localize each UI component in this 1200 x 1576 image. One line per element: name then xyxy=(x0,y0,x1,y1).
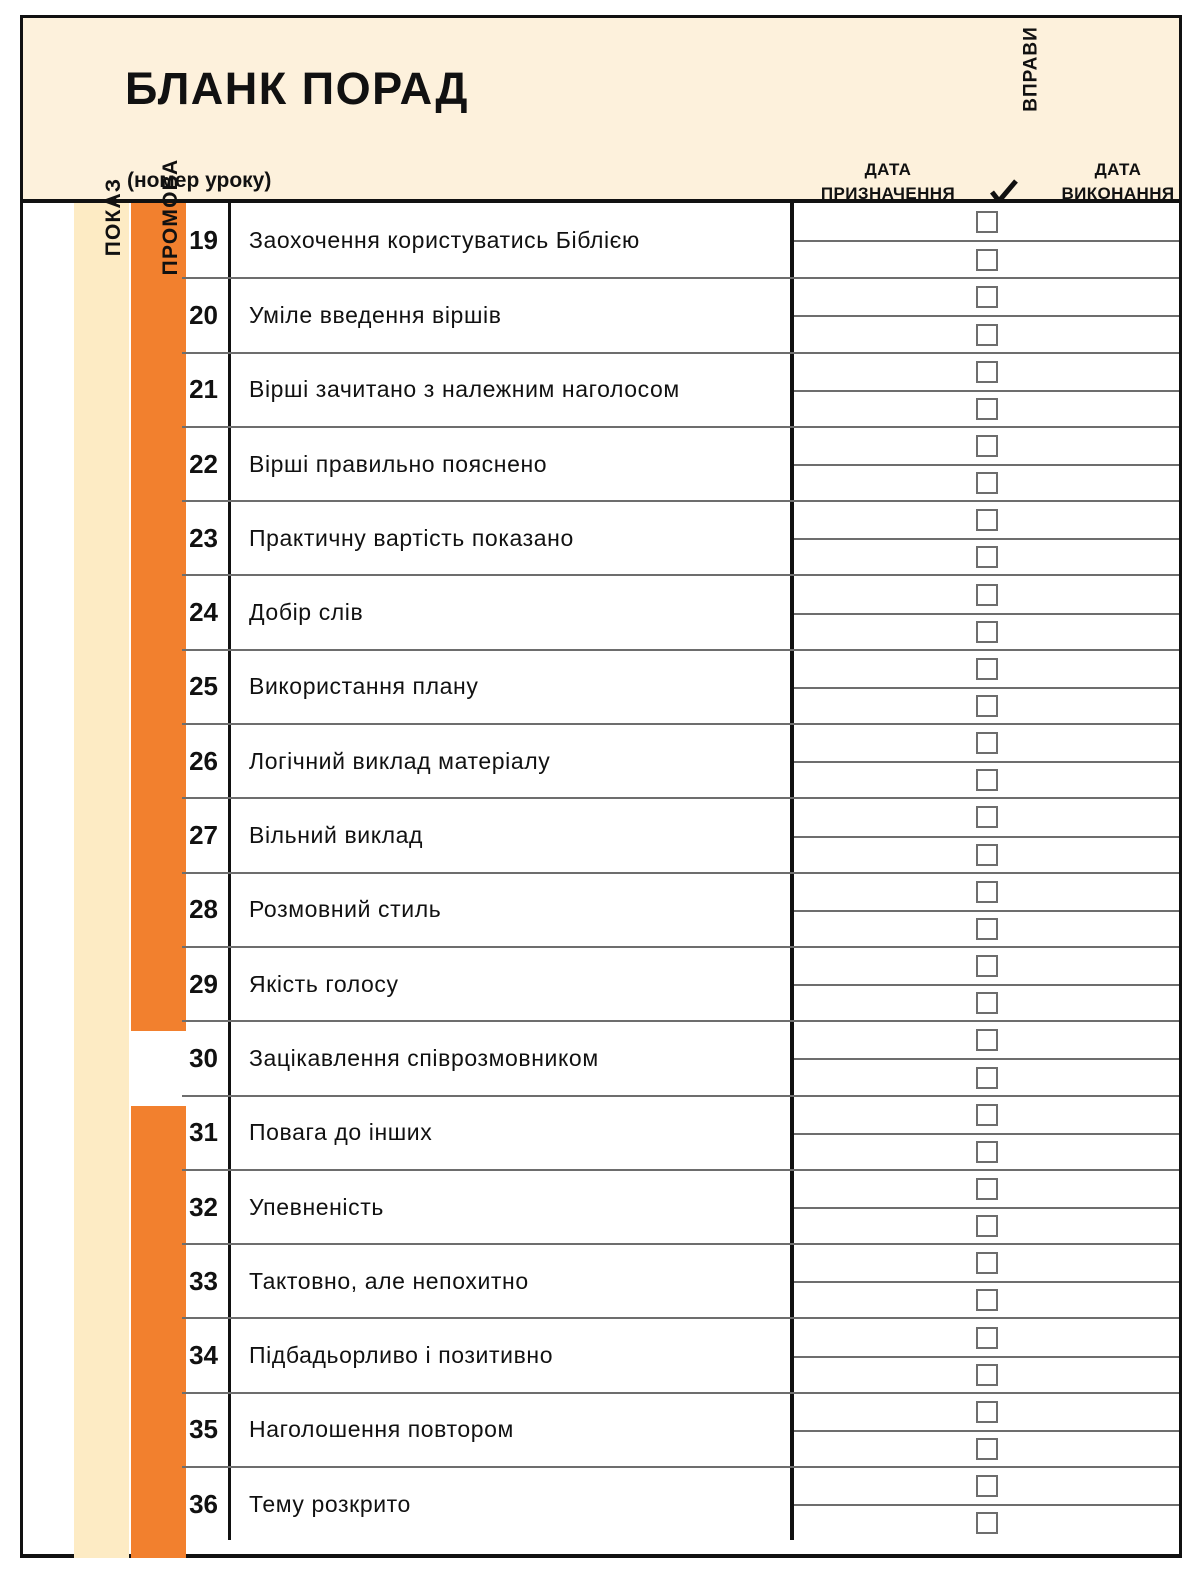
row-date-cells xyxy=(790,279,1179,351)
table-row xyxy=(182,1243,1179,1317)
column-header-date-completed-line2: ВИКОНАННЯ xyxy=(1061,184,1175,203)
row-date-cells xyxy=(790,874,1179,946)
date-assigned-cell[interactable] xyxy=(794,1319,1179,1355)
date-assigned-cell[interactable] xyxy=(794,1394,1179,1430)
exercise-checkbox[interactable] xyxy=(976,435,998,457)
exercise-checkbox[interactable] xyxy=(976,1029,998,1051)
date-assigned-cell[interactable] xyxy=(794,203,1179,240)
row-description: Розмовний стиль xyxy=(228,874,790,946)
exercise-checkbox[interactable] xyxy=(976,732,998,754)
row-date-cells xyxy=(790,1468,1179,1540)
exercise-checkbox[interactable] xyxy=(976,1178,998,1200)
row-description: Використання плану xyxy=(228,651,790,723)
exercise-checkbox[interactable] xyxy=(976,1364,998,1386)
date-assigned-cell[interactable] xyxy=(794,1468,1179,1504)
date-completed-cell[interactable] xyxy=(794,1430,1179,1466)
row-date-cells xyxy=(790,576,1179,648)
exercise-checkbox[interactable] xyxy=(976,1252,998,1274)
date-assigned-cell[interactable] xyxy=(794,502,1179,538)
date-assigned-cell[interactable] xyxy=(794,428,1179,464)
table-row xyxy=(182,574,1179,648)
row-number: 27 xyxy=(189,820,218,851)
row-date-cells xyxy=(790,1022,1179,1094)
exercise-checkbox[interactable] xyxy=(976,621,998,643)
date-completed-cell[interactable] xyxy=(794,836,1179,872)
date-assigned-cell[interactable] xyxy=(794,354,1179,390)
row-date-cells xyxy=(790,428,1179,500)
table-row xyxy=(182,872,1179,946)
column-header-date-completed xyxy=(1023,158,1200,206)
date-completed-cell[interactable] xyxy=(794,1207,1179,1243)
table-row xyxy=(182,352,1179,426)
date-completed-cell[interactable] xyxy=(794,1281,1179,1317)
row-description: Тему розкрито xyxy=(228,1468,790,1540)
exercise-checkbox[interactable] xyxy=(976,398,998,420)
column-header-date-assigned-line2: ПРИЗНАЧЕННЯ xyxy=(820,184,956,203)
exercise-checkbox[interactable] xyxy=(976,286,998,308)
row-date-cells xyxy=(790,354,1179,426)
row-description: Добір слів xyxy=(228,576,790,648)
date-completed-cell[interactable] xyxy=(794,761,1179,797)
date-assigned-cell[interactable] xyxy=(794,874,1179,910)
row-date-cells xyxy=(790,948,1179,1020)
table-row xyxy=(182,797,1179,871)
page-title: БЛАНК ПОРАД xyxy=(125,63,469,114)
row-number: 32 xyxy=(189,1191,218,1222)
table-row xyxy=(182,1169,1179,1243)
table-row xyxy=(182,946,1179,1020)
date-assigned-cell[interactable] xyxy=(794,799,1179,835)
exercise-checkbox[interactable] xyxy=(976,509,998,531)
exercise-checkbox[interactable] xyxy=(976,361,998,383)
row-description: Заохочення користуватись Біблією xyxy=(228,203,790,277)
row-number: 28 xyxy=(189,894,218,925)
table-row xyxy=(182,1317,1179,1391)
exercise-checkbox[interactable] xyxy=(976,1141,998,1163)
exercise-checkbox[interactable] xyxy=(976,1438,998,1460)
exercise-checkbox[interactable] xyxy=(976,918,998,940)
date-assigned-cell[interactable] xyxy=(794,1022,1179,1058)
table-row xyxy=(182,649,1179,723)
table-row xyxy=(182,277,1179,351)
table-row xyxy=(182,1466,1179,1540)
date-completed-cell[interactable] xyxy=(794,1356,1179,1392)
row-description: Логічний виклад матеріалу xyxy=(228,725,790,797)
row-date-cells xyxy=(790,1394,1179,1466)
exercise-checkbox[interactable] xyxy=(976,1215,998,1237)
date-completed-cell[interactable] xyxy=(794,1058,1179,1094)
date-completed-cell[interactable] xyxy=(794,687,1179,723)
row-number: 25 xyxy=(189,671,218,702)
table-row xyxy=(182,1392,1179,1466)
exercise-checkbox[interactable] xyxy=(976,472,998,494)
row-number: 33 xyxy=(189,1265,218,1296)
row-date-cells xyxy=(790,1097,1179,1169)
row-number: 24 xyxy=(189,597,218,628)
row-description: Вірші правильно пояснено xyxy=(228,428,790,500)
date-assigned-cell[interactable] xyxy=(794,279,1179,315)
row-description: Практичну вартість показано xyxy=(228,502,790,574)
column-header-exercises-label: ВПРАВИ xyxy=(1020,26,1042,112)
row-description: Тактовно, але непохитно xyxy=(228,1245,790,1317)
form-header xyxy=(20,15,1182,203)
exercise-checkbox[interactable] xyxy=(976,1401,998,1423)
exercise-checkbox[interactable] xyxy=(976,1512,998,1534)
table-row xyxy=(182,500,1179,574)
exercise-checkbox[interactable] xyxy=(976,881,998,903)
date-assigned-cell[interactable] xyxy=(794,1097,1179,1133)
row-number: 26 xyxy=(189,745,218,776)
column-header-date-completed-line1: ДАТА xyxy=(1094,160,1142,179)
table-row xyxy=(182,426,1179,500)
exercise-checkbox[interactable] xyxy=(976,1327,998,1349)
exercise-checkbox[interactable] xyxy=(976,695,998,717)
date-completed-cell[interactable] xyxy=(794,1504,1179,1540)
date-assigned-cell[interactable] xyxy=(794,576,1179,612)
table-row xyxy=(182,1020,1179,1094)
column-header-date-assigned xyxy=(793,158,983,206)
exercise-checkbox[interactable] xyxy=(976,324,998,346)
date-completed-cell[interactable] xyxy=(794,538,1179,574)
exercise-checkbox[interactable] xyxy=(976,955,998,977)
exercise-checkbox[interactable] xyxy=(976,211,998,233)
row-date-cells xyxy=(790,1245,1179,1317)
row-number: 30 xyxy=(189,1042,218,1073)
exercise-checkbox[interactable] xyxy=(976,1289,998,1311)
row-number: 29 xyxy=(189,968,218,999)
row-date-cells xyxy=(790,1171,1179,1243)
date-assigned-cell[interactable] xyxy=(794,948,1179,984)
exercise-checkbox[interactable] xyxy=(976,806,998,828)
table-row xyxy=(182,203,1179,277)
row-number: 31 xyxy=(189,1117,218,1148)
row-date-cells xyxy=(790,651,1179,723)
row-number: 19 xyxy=(189,224,218,255)
exercise-checkbox[interactable] xyxy=(976,249,998,271)
category-bar-speech-upper xyxy=(131,158,186,1031)
row-number: 35 xyxy=(189,1414,218,1445)
exercise-checkbox[interactable] xyxy=(976,769,998,791)
exercise-checkbox[interactable] xyxy=(976,844,998,866)
category-bar-speech-label: ПРОМОВА xyxy=(158,158,182,276)
date-completed-cell[interactable] xyxy=(794,1133,1179,1169)
row-date-cells xyxy=(790,502,1179,574)
date-completed-cell[interactable] xyxy=(794,910,1179,946)
exercise-checkbox[interactable] xyxy=(976,992,998,1014)
row-number: 20 xyxy=(189,299,218,330)
row-number: 21 xyxy=(189,374,218,405)
exercise-checkbox[interactable] xyxy=(976,1475,998,1497)
date-completed-cell[interactable] xyxy=(794,613,1179,649)
row-description: Повага до інших xyxy=(228,1097,790,1169)
row-number: 23 xyxy=(189,522,218,553)
exercise-checkbox[interactable] xyxy=(976,584,998,606)
lesson-number-subtitle: (номер уроку) xyxy=(127,169,272,192)
row-description: Наголошення повтором xyxy=(228,1394,790,1466)
exercise-checkbox[interactable] xyxy=(976,1104,998,1126)
date-completed-cell[interactable] xyxy=(794,464,1179,500)
exercise-checkbox[interactable] xyxy=(976,658,998,680)
row-description: Зацікавлення співрозмовником xyxy=(228,1022,790,1094)
date-completed-cell[interactable] xyxy=(794,315,1179,351)
row-number: 22 xyxy=(189,448,218,479)
row-description: Вірші зачитано з належним наголосом xyxy=(228,354,790,426)
checklist-rows xyxy=(182,203,1179,1554)
date-completed-cell[interactable] xyxy=(794,240,1179,277)
date-assigned-cell[interactable] xyxy=(794,1245,1179,1281)
row-date-cells xyxy=(790,799,1179,871)
exercise-checkbox[interactable] xyxy=(976,1067,998,1089)
exercise-checkbox[interactable] xyxy=(976,546,998,568)
date-assigned-cell[interactable] xyxy=(794,725,1179,761)
date-assigned-cell[interactable] xyxy=(794,651,1179,687)
category-bar-show-label: ПОКАЗ xyxy=(101,177,125,257)
category-bar-show xyxy=(74,177,129,1558)
row-description: Підбадьорливо і позитивно xyxy=(228,1319,790,1391)
row-date-cells xyxy=(790,203,1179,277)
row-description: Якість голосу xyxy=(228,948,790,1020)
row-description: Упевненість xyxy=(228,1171,790,1243)
table-row xyxy=(182,723,1179,797)
row-description: Вільний виклад xyxy=(228,799,790,871)
row-number: 34 xyxy=(189,1340,218,1371)
date-completed-cell[interactable] xyxy=(794,984,1179,1020)
column-header-date-assigned-line1: ДАТА xyxy=(864,160,912,179)
date-completed-cell[interactable] xyxy=(794,390,1179,426)
category-bar-speech-lower xyxy=(131,1106,186,1558)
date-assigned-cell[interactable] xyxy=(794,1171,1179,1207)
row-date-cells xyxy=(790,1319,1179,1391)
row-description: Уміле введення віршів xyxy=(228,279,790,351)
row-number: 36 xyxy=(189,1488,218,1519)
row-date-cells xyxy=(790,725,1179,797)
table-row xyxy=(182,1095,1179,1169)
